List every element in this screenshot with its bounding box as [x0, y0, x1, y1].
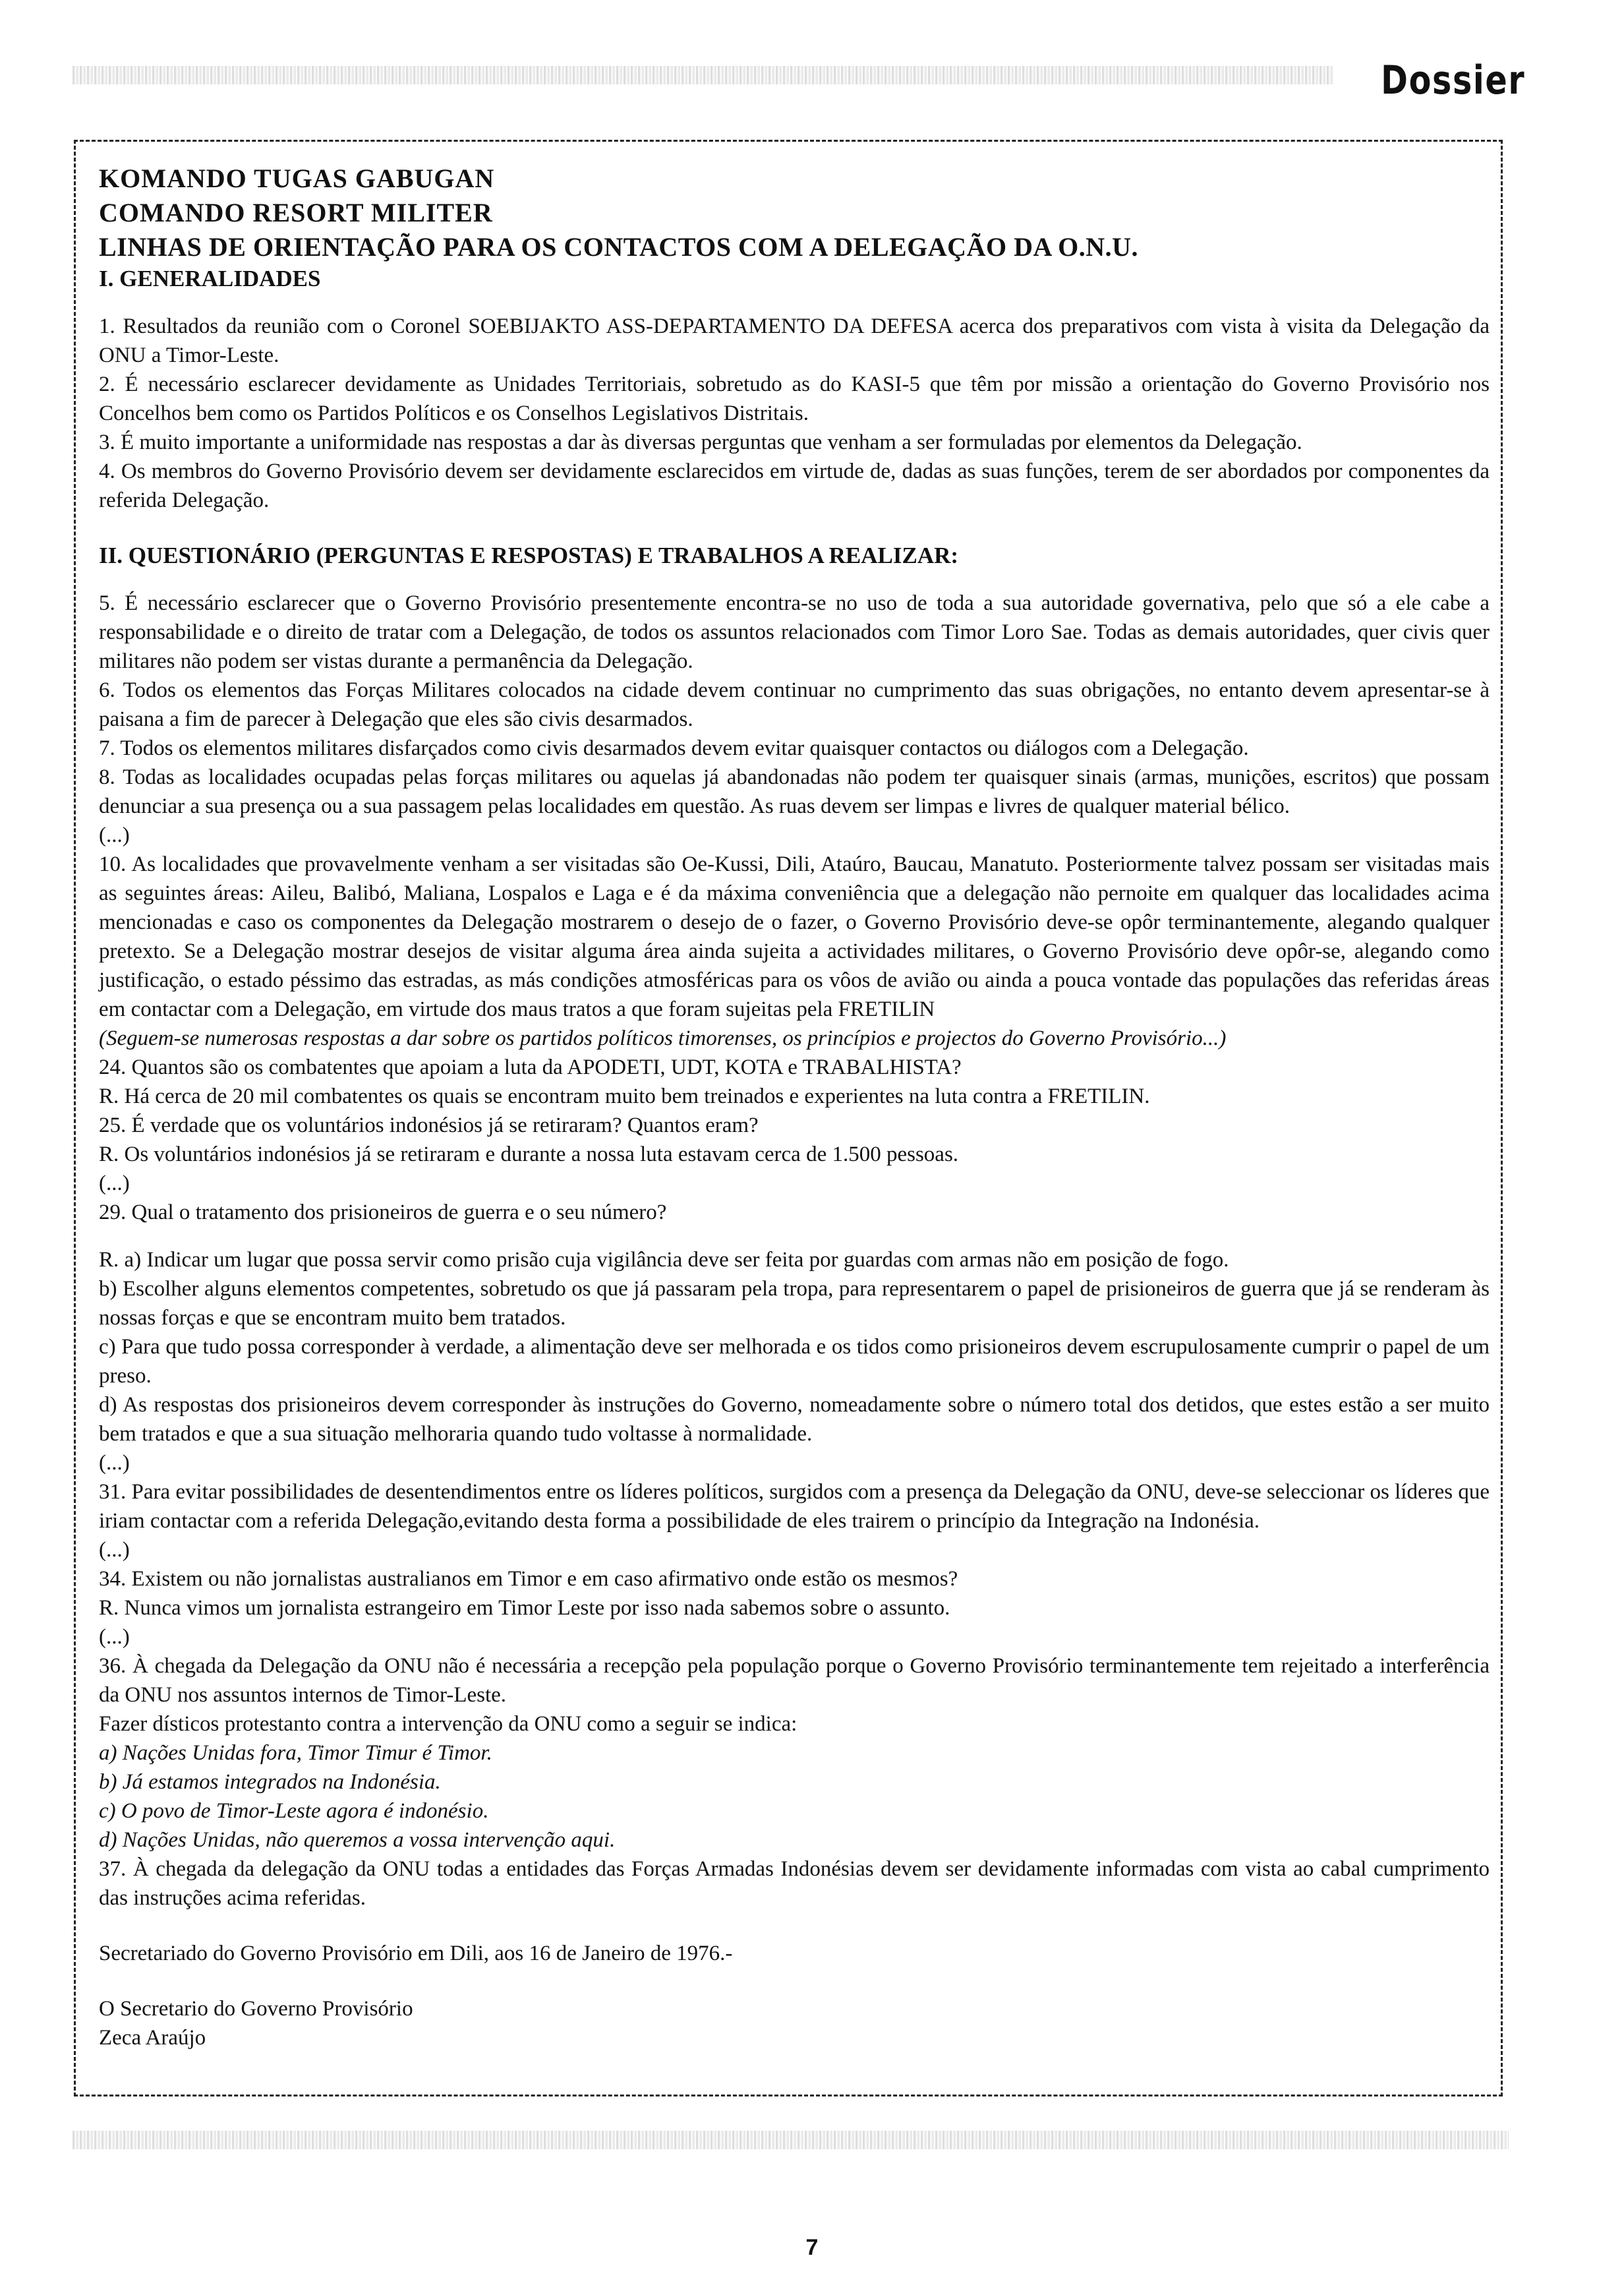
ellipsis-1: (...) [99, 823, 130, 847]
closing-line: Secretariado do Governo Provisório em Dili, aos 16 de Janeiro de 1976.- [99, 1942, 733, 1965]
ellipsis-5: (...) [99, 1625, 130, 1649]
ellipsis-4: (...) [99, 1538, 130, 1562]
org-line-2: COMANDO RESORT MILITER [99, 198, 493, 227]
section-label: Dossier [1380, 57, 1525, 104]
paragraph-4: 4. Os membros do Governo Provisório devem ser devidamente esclarecidos em virtude de, dadas as suas funções, terem de ser abordados por componentes da referida Delegação. [99, 460, 1490, 512]
paragraph-31: 31. Para evitar possibilidades de desentendimentos entre os líderes políticos, surgidos com a presença da Delegação da ONU, deve-se seleccionar os líderes que iriam contactar com a referida Delegação,evitando desta forma a possibilidade de eles trairem o princípio da Integração na Indonésia. [99, 1480, 1490, 1533]
section-heading-2: II. QUESTIONÁRIO (PERGUNTAS E RESPOSTAS) E TRABALHOS A REALIZAR: [99, 543, 959, 568]
paragraph-8: 8. Todas as localidades ocupadas pelas forças militares ou aquelas já abandonadas não podem ter quaisquer sinais (armas, munições, escritos) que possam denunciar a sua presença ou a sua passagem pelas localidades em questão. As ruas devem ser limpas e livres de qualquer material bélico. [99, 765, 1490, 818]
answer-29-b: b) Escolher alguns elementos competentes, sobretudo os que já passaram pela tropa, para representarem o papel de prisioneiros de guerra que já se renderam às nossas forças e que se encontram muito bem tratados. [99, 1277, 1490, 1330]
answer-29-d: d) As respostas dos prisioneiros devem corresponder às instruções do Governo, nomeadamente sobre o número total dos detidos, que estes estão a ser muito bem tratados e que a sua situação melhoraria quando tudo voltasse à normalidade. [99, 1393, 1490, 1446]
document-title: LINHAS DE ORIENTAÇÃO PARA OS CONTACTOS COM A DELEGAÇÃO DA O.N.U. [99, 232, 1139, 262]
paragraph-1: 1. Resultados da reunião com o Coronel SOEBIJAKTO ASS-DEPARTAMENTO DA DEFESA acerca dos preparativos com vista à visita da Delegação da ONU a Timor-Leste. [99, 314, 1490, 367]
paragraph-10: 10. As localidades que provavelmente venham a ser visitadas são Oe-Kussi, Dili, Ataúro, Baucau, Manatuto. Posteriormente talvez possam ser visitadas mais as seguintes áreas: Aileu, Balibó, Maliana, Lospalos e Laga e é da máxima conveniência que a delegação não pernoite em qualquer das localidades acima mencionadas e caso os componentes da Delegação mostrarem o desejo de o fazer, o Governo Provisório deve-se opôr terminantemente, alegando qualquer pretexto. Se a Delegação mostrar desejos de visitar alguma área ainda sujeita a actividades militares, o Governo Provisório deve opôr-se, alegando como justificação, o estado péssimo das estradas, as más condições atmosféricas para os vôos de avião ou ainda a pouca vontade das populações das referidas áreas em contactar com a Delegação, em virtude dos maus tratos a que foram sujeitas pela FRETILIN [99, 852, 1490, 1021]
bottom-texture-band [72, 2131, 1509, 2149]
page-number: 7 [805, 2235, 819, 2260]
answer-34: R. Nunca vimos um jornalista estrangeiro em Timor Leste por isso nada sabemos sobre o assunto. [99, 1596, 950, 1620]
paragraph-6: 6. Todos os elementos das Forças Militares colocados na cidade devem continuar no cumprimento das suas obrigações, no entanto devem apresentar-se à paisana a fim de parecer à Delegação que eles são civis desarmados. [99, 678, 1490, 731]
question-34: 34. Existem ou não jornalistas australianos em Timor e em caso afirmativo onde estão os mesmos? [99, 1567, 958, 1591]
paragraph-5: 5. É necessário esclarecer que o Governo Provisório presentemente encontra-se no uso de toda a sua autoridade governativa, pelo que só a ele cabe a responsabilidade e o direito de tratar com a Delegação, de todos os assuntos relacionados com Timor Loro Sae. Todas as demais autoridades, quer civis quer militares não podem ser vistas durante a permanência da Delegação. [99, 591, 1490, 673]
signature-title: O Secretario do Governo Provisório [99, 1997, 413, 2021]
ellipsis-2: (...) [99, 1172, 130, 1195]
signature-name: Zeca Araújo [99, 2026, 206, 2050]
paragraph-36: 36. À chegada da Delegação da ONU não é necessária a recepção pela população porque o Governo Provisório terminantemente tem rejeitado a interferência da ONU nos assuntos internos de Timor-Leste. [99, 1654, 1490, 1707]
slogan-b: b) Já estamos integrados na Indonésia. [99, 1770, 441, 1794]
org-line-1: KOMANDO TUGAS GABUGAN [99, 164, 495, 193]
document-body [99, 162, 1490, 2052]
editor-note: (Seguem-se numerosas respostas a dar sobre os partidos políticos timorenses, os princípios e projectos do Governo Provisório...) [99, 1026, 1227, 1050]
slogan-d: d) Nações Unidas, não queremos a vossa intervenção aqui. [99, 1828, 616, 1852]
paragraph-37: 37. À chegada da delegação da ONU todas a entidades das Forças Armadas Indonésias devem ser devidamente informadas com vista ao cabal cumprimento das instruções acima referidas. [99, 1857, 1490, 1910]
question-24: 24. Quantos são os combatentes que apoiam a luta da APODETI, UDT, KOTA e TRABALHISTA? [99, 1055, 962, 1079]
paragraph-2: 2. É necessário esclarecer devidamente as Unidades Territoriais, sobretudo as do KASI-5 que têm por missão a orientação do Governo Provisório nos Concelhos bem como os Partidos Políticos e os Conselhos Legislativos Distritais. [99, 372, 1490, 425]
paragraph-3: 3. É muito importante a uniformidade nas respostas a dar às diversas perguntas que venham a ser formuladas por elementos da Delegação. [99, 431, 1302, 454]
paragraph-36-intro: Fazer dísticos protestanto contra a intervenção da ONU como a seguir se indica: [99, 1712, 798, 1736]
section-heading-1: I. GENERALIDADES [99, 266, 321, 291]
answer-24: R. Há cerca de 20 mil combatentes os quais se encontram muito bem treinados e experientes na luta contra a FRETILIN. [99, 1085, 1150, 1108]
ellipsis-3: (...) [99, 1451, 130, 1475]
question-29: 29. Qual o tratamento dos prisioneiros de guerra e o seu número? [99, 1201, 667, 1224]
answer-29-a: R. a) Indicar um lugar que possa servir como prisão cuja vigilância deve ser feita por guardas com armas não em posição de fogo. [99, 1248, 1229, 1272]
paragraph-7: 7. Todos os elementos militares disfarçados como civis desarmados devem evitar quaisquer contactos ou diálogos com a Delegação. [99, 736, 1249, 760]
slogan-c: c) O povo de Timor-Leste agora é indonésio. [99, 1799, 489, 1823]
slogan-a: a) Nações Unidas fora, Timor Timur é Timor. [99, 1741, 492, 1765]
top-texture-band [72, 66, 1334, 84]
question-25: 25. É verdade que os voluntários indonésios já se retiraram? Quantos eram? [99, 1114, 759, 1137]
answer-29-c: c) Para que tudo possa corresponder à verdade, a alimentação deve ser melhorada e os tidos como prisioneiros devem escrupulosamente cumprir o papel de um preso. [99, 1335, 1490, 1388]
answer-25: R. Os voluntários indonésios já se retiraram e durante a nossa luta estavam cerca de 1.500 pessoas. [99, 1143, 959, 1166]
